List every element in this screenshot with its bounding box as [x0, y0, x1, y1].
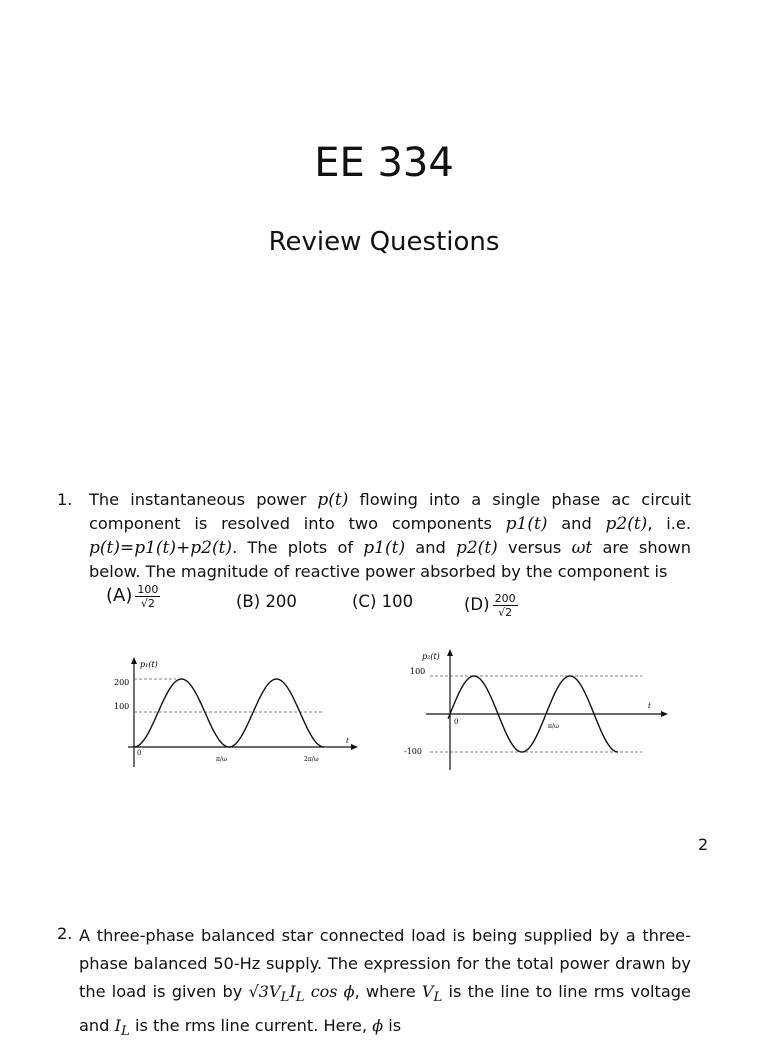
- math-part: √3V: [248, 982, 281, 1001]
- subscript: L: [280, 990, 290, 1006]
- math-part: I: [114, 1016, 121, 1036]
- q1-text: flowing into a single phase ac circuit component is resolved into two components: [89, 490, 692, 533]
- math-p2: p2(t): [455, 538, 498, 558]
- tick-label-0: 0: [454, 718, 459, 726]
- subscript: L: [433, 990, 443, 1006]
- page-number: 2: [698, 835, 709, 854]
- q1-text: and: [405, 538, 456, 557]
- p1-curve: [134, 679, 324, 747]
- question-2: [57, 922, 691, 1046]
- fraction: [135, 583, 160, 610]
- option-a: [106, 583, 160, 610]
- question-body: [89, 488, 691, 584]
- option-b: (B) 200: [236, 592, 297, 611]
- q2-text: is: [383, 1016, 402, 1036]
- denominator: √2: [498, 606, 513, 619]
- question-number: 2.: [57, 924, 73, 943]
- q1-text: and: [547, 514, 606, 533]
- math-part: V: [421, 982, 434, 1001]
- q1-text: . The plots of: [232, 538, 364, 557]
- math-part: I: [289, 982, 296, 1001]
- q2-text: is the line to line rms voltage and: [79, 982, 692, 1036]
- tick-label-100: 100: [410, 667, 426, 676]
- y-axis-label: p₁(t): [140, 660, 158, 669]
- denominator: √2: [140, 597, 155, 610]
- math-il: [114, 1016, 130, 1040]
- subscript: L: [120, 1024, 130, 1040]
- q2-text: A three-phase balanced star connected load is being supplied by a three-phase balanced 50-Hz supply. The expression for the total power drawn by the load is given by: [79, 926, 691, 1001]
- question-number: 1.: [57, 490, 73, 509]
- tick-label-2pi: 2π/ω: [304, 756, 319, 763]
- answer-options: [106, 583, 706, 623]
- option-d: [464, 592, 518, 619]
- option-c: (C) 100: [352, 592, 414, 611]
- tick-label-pi: π/ω: [216, 756, 227, 763]
- option-a-label: (A): [106, 585, 133, 606]
- subscript: L: [295, 990, 305, 1006]
- slide-subtitle: Review Questions: [268, 227, 500, 257]
- x-axis-arrow: [351, 744, 358, 750]
- y-axis-label: p₂(t): [422, 652, 440, 661]
- tick-label-minus-100: -100: [404, 747, 422, 756]
- tick-label-100: 100: [114, 702, 130, 711]
- math-p1: p1(t): [363, 538, 406, 558]
- q1-text: , i.e.: [647, 514, 691, 533]
- numerator: 100: [137, 583, 159, 596]
- y-axis-arrow: [131, 657, 137, 664]
- option-d-label: (D): [464, 595, 490, 614]
- math-phi: ϕ: [372, 1016, 384, 1036]
- math-sum: p(t)=p1(t)+p2(t): [89, 538, 233, 558]
- x-axis-label: t: [648, 702, 651, 710]
- x-axis-arrow: [661, 711, 668, 717]
- question-body: [79, 922, 691, 1046]
- q2-text: , where: [354, 982, 422, 1001]
- q1-text: The instantaneous power: [89, 490, 318, 509]
- y-axis-arrow: [447, 649, 453, 656]
- q1-text: are shown below. The magnitude of reactive power absorbed by the component is: [89, 538, 691, 581]
- math-wt: ωt: [571, 538, 593, 558]
- x-axis-label: t: [346, 737, 349, 745]
- q2-text: is the rms line current. Here,: [129, 1016, 373, 1036]
- math-part: cos ϕ: [304, 982, 355, 1001]
- math-p: p(t): [317, 490, 349, 510]
- slide-title: EE 334: [314, 140, 454, 186]
- fraction: [493, 592, 518, 619]
- math-vl: [421, 982, 443, 1006]
- tick-label-pi: π/ω: [548, 723, 559, 730]
- q1-text: versus: [497, 538, 572, 557]
- math-expr: [248, 982, 355, 1006]
- tick-label-0: 0: [137, 749, 142, 757]
- p2-plot: [402, 646, 672, 776]
- math-p2: p2(t): [605, 514, 648, 534]
- p1-plot: [110, 655, 360, 775]
- tick-label-200: 200: [114, 678, 130, 687]
- question-1: [57, 488, 691, 584]
- math-p1: p1(t): [505, 514, 548, 534]
- numerator: 200: [494, 592, 516, 605]
